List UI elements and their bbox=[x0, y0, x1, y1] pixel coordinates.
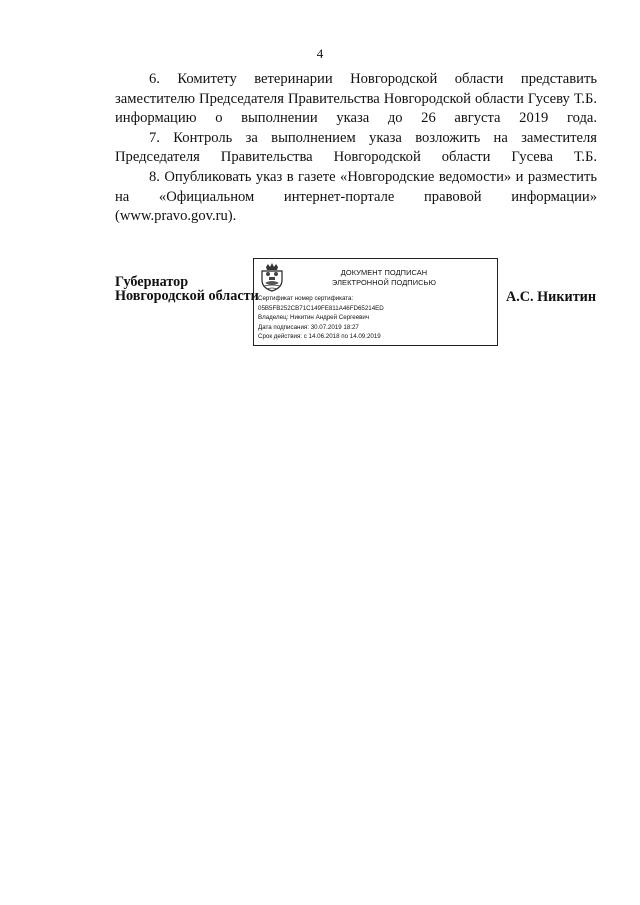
stamp-header bbox=[294, 268, 474, 288]
novgorod-coat-of-arms-icon bbox=[259, 262, 285, 292]
certificate-validity: Срок действия: с 14.06.2018 по 14.09.2019 bbox=[258, 333, 381, 341]
page-number: 4 bbox=[316, 46, 324, 61]
stamp-header-line2: ЭЛЕКТРОННОЙ ПОДПИСЬЮ bbox=[331, 278, 437, 287]
stamp-details bbox=[258, 294, 494, 342]
paragraph-6: 6. Комитету ветеринарии Новгородской области представить заместителю Председателя Правительства Новгородской области Гусеву Т.Б. информацию о выполнении указа до 26 августа 2019 года. bbox=[115, 71, 597, 127]
signing-date: Дата подписания: 30.07.2019 18:27 bbox=[258, 323, 359, 331]
paragraph-8: 8. Опубликовать указ в газете «Новгородские ведомости» и разместить на «Официальном интернет-портале правовой информации» (www.pravo.gov.ru). bbox=[115, 168, 597, 225]
certificate-number: 05B5FB252CB71C149FE811A46FD65214ED bbox=[258, 304, 384, 312]
document-body bbox=[115, 70, 597, 227]
signatory-name: А.С. Никитин bbox=[506, 289, 597, 305]
signatory-title-line2: Новгородской области bbox=[115, 288, 259, 304]
electronic-signature-stamp bbox=[253, 258, 498, 346]
certificate-label: Сертификат номер сертификата: bbox=[258, 295, 354, 302]
stamp-header-line1: ДОКУМЕНТ ПОДПИСАН bbox=[340, 268, 428, 277]
signatory-title bbox=[115, 275, 259, 303]
certificate-owner: Владелец: Никитин Андрей Сергеевич bbox=[258, 314, 370, 322]
paragraph-7: 7. Контроль за выполнением указа возложить на заместителя Председателя Правительства Новгородской области Гусева Т.Б. bbox=[115, 129, 597, 166]
signatory-title-line1: Губернатор bbox=[115, 274, 189, 290]
